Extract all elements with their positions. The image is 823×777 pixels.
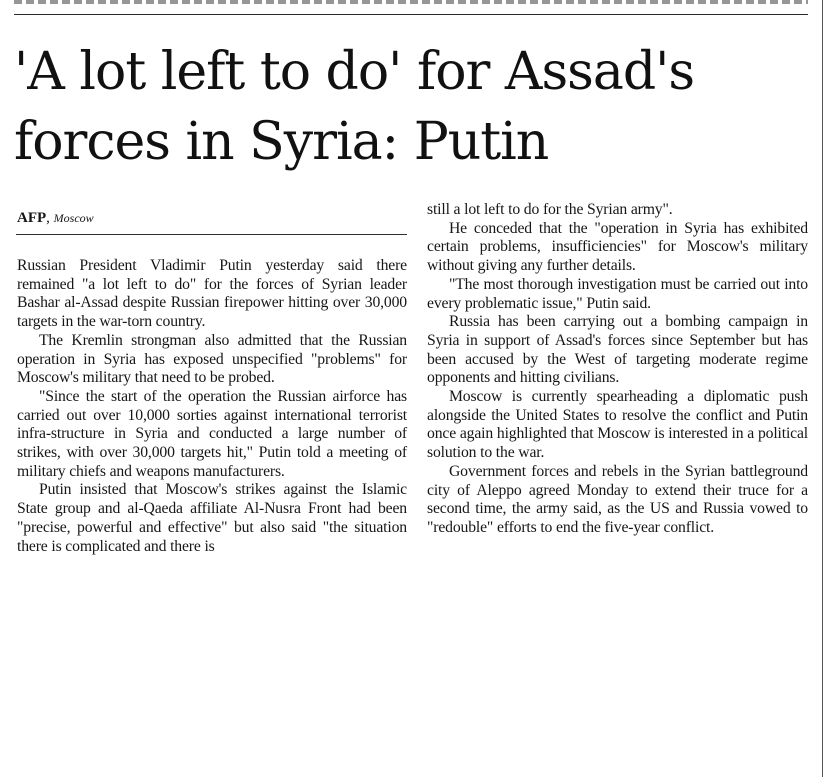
byline-rule [16,234,407,235]
byline-agency: AFP [17,210,47,226]
paragraph: Moscow is currently spearheading a diplomatic push alongside the United States to resolve the conflict and Putin once again highlighted that Moscow is interested in a political solution to the war. [427,388,808,462]
paragraph: Russian President Vladimir Putin yesterday said there remained "a lot left to do" for the forces of Syrian leader Bashar al-Assad despite Russian firepower hitting over 30,000 targets in the war-torn country. [17,257,407,331]
paragraph-continuation: still a lot left to do for the Syrian army". [427,201,673,218]
paragraph: Russia has been carrying out a bombing campaign in Syria in support of Assad's forces since September but has been accused by the West of targeting moderate regime opponents and hitting civilians. [427,313,808,387]
top-rule [14,14,808,15]
byline: AFP, Moscow [17,210,94,226]
article-column-1 [17,257,407,556]
paragraph: Putin insisted that Moscow's strikes against the Islamic State group and al-Qaeda affiliate Al-Nusra Front had been "precise, powerful and effective" but also said "the situation there is complicated and there is [17,481,407,555]
paragraph: Government forces and rebels in the Syrian battleground city of Aleppo agreed Monday to extend their truce for a second time, the army said, as the US and Russia vowed to "redouble" efforts to end the five-year conflict. [427,462,808,536]
byline-place: Moscow [53,211,94,225]
article-headline: 'A lot left to do' for Assad's forces in Syria: Putin [14,42,695,172]
paragraph: The Kremlin strongman also admitted that the Russian operation in Syria has exposed unspecified "problems" for Moscow's military that need to be probed. [17,331,407,387]
article-column-2 [427,201,808,538]
cropped-previous-line [14,0,808,4]
paragraph: "The most thorough investigation must be carried out into every problematic issue," Putin said. [427,275,808,312]
paragraph: "Since the start of the operation the Russian airforce has carried out over 10,000 sorties against international terrorist infra-structure in Syria and conducted a large number of strikes, with over 30,000 targets hit," Putin told a meeting of military chiefs and weapons manufacturers. [17,387,407,480]
paragraph: He conceded that the "operation in Syria has exhibited certain problems, insufficiencies" for Moscow's military without giving any further details. [427,219,808,275]
